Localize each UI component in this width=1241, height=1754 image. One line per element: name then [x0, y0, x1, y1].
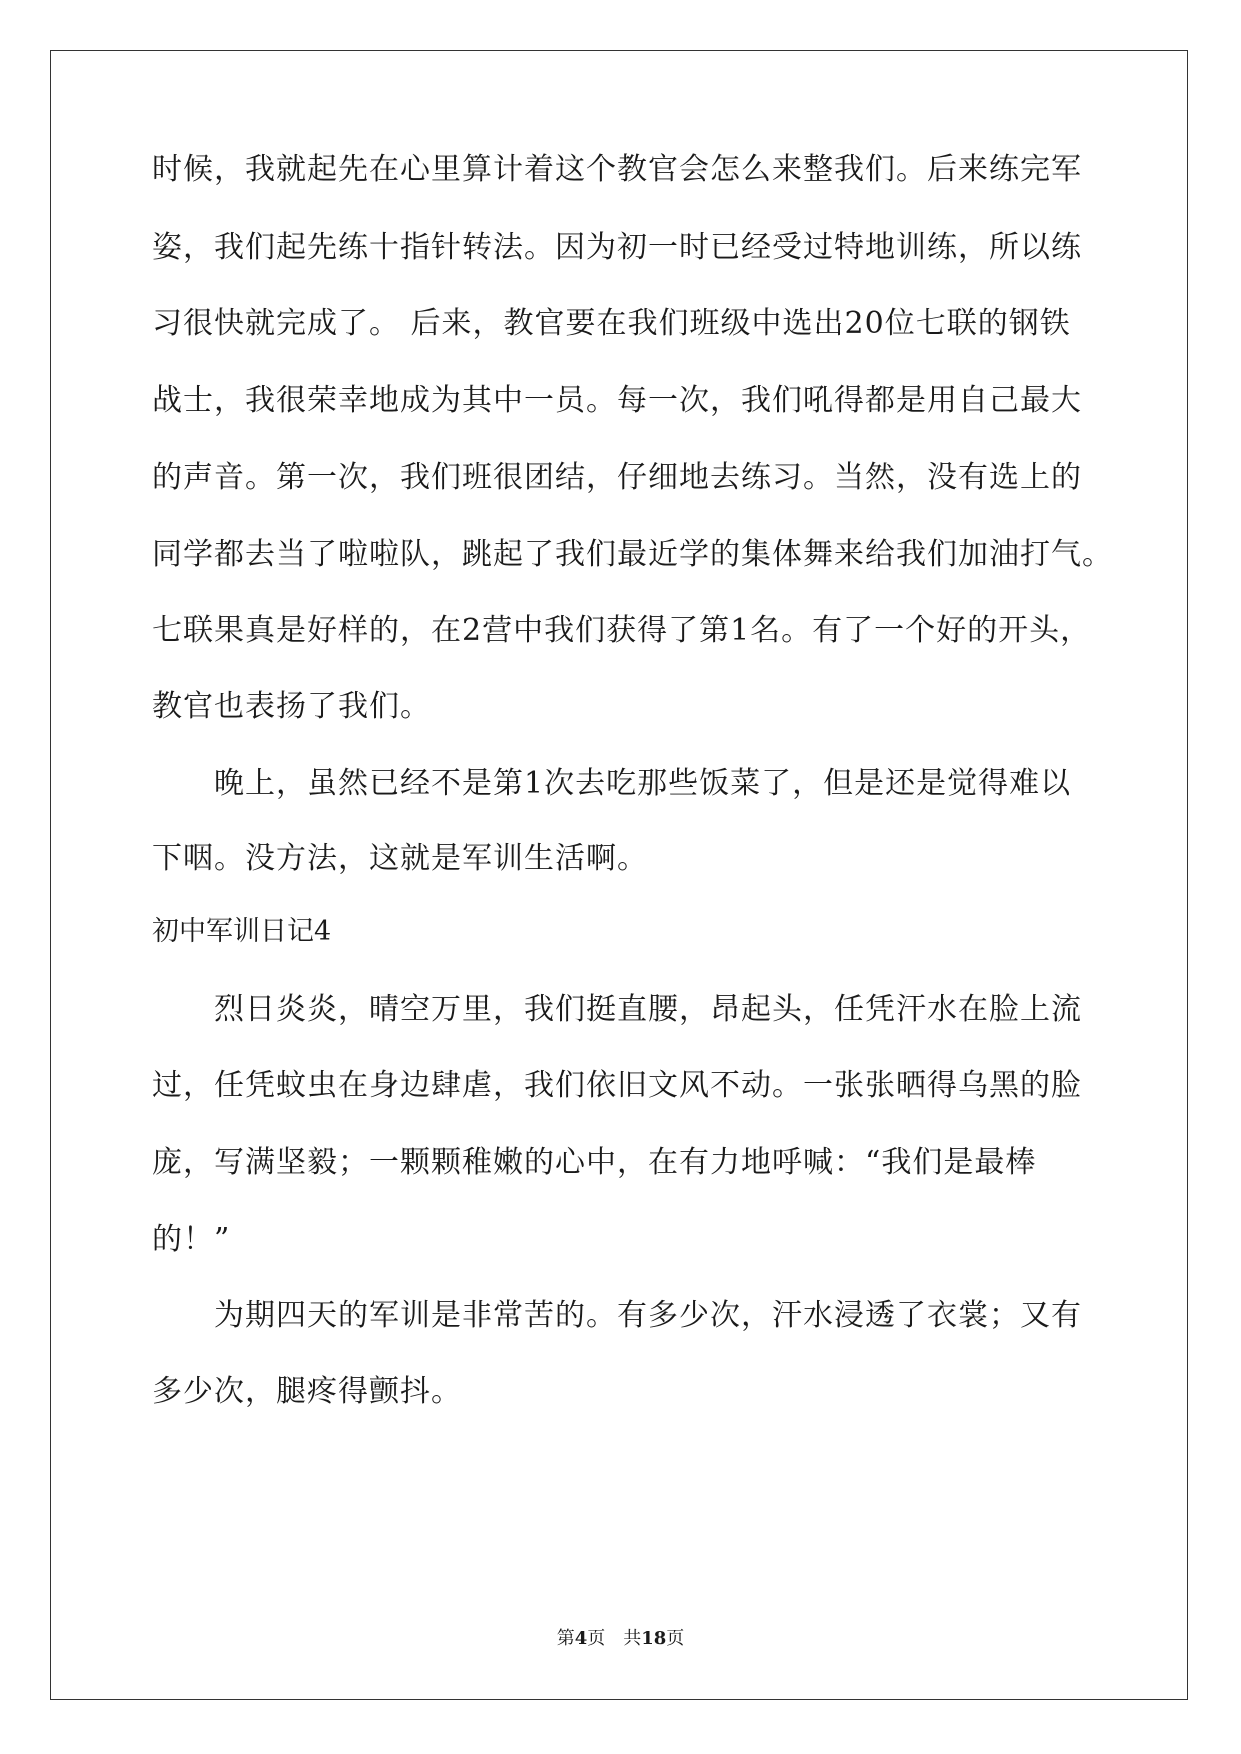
body-line-15: 的！”: [152, 1222, 231, 1257]
body-line-4: 战士，我很荣幸地成为其中一员。每一次，我们吼得都是用自己最大: [152, 383, 1082, 418]
footer-page-number: 4: [574, 1628, 588, 1649]
body-line-12: 烈日炎炎，晴空万里，我们挺直腰，昂起头，任凭汗水在脸上流: [214, 992, 1082, 1027]
body-line-14: 庞，写满坚毅；一颗颗稚嫩的心中，在有力地呼喊：“我们是最棒: [152, 1145, 1037, 1180]
body-line-13: 过，任凭蚊虫在身边肆虐，我们依旧文风不动。一张张晒得乌黑的脸: [152, 1068, 1082, 1103]
body-line-2: 姿，我们起先练十指针转法。因为初一时已经受过特地训练，所以练: [152, 230, 1082, 265]
body-line-1: 时候，我就起先在心里算计着这个教官会怎么来整我们。后来练完军: [152, 152, 1082, 187]
body-line-3: 习很快就完成了。 后来，教官要在我们班级中选出20位七联的钢铁: [152, 306, 1071, 341]
footer-prefix: 第: [556, 1628, 575, 1649]
body-line-16: 为期四天的军训是非常苦的。有多少次，汗水浸透了衣裳；又有: [214, 1298, 1082, 1333]
body-line-6: 同学都去当了啦啦队，跳起了我们最近学的集体舞来给我们加油打气。: [152, 537, 1113, 572]
body-line-10: 下咽。没方法，这就是军训生活啊。: [152, 841, 648, 876]
section-heading: 初中军训日记4: [152, 916, 332, 947]
body-line-5: 的声音。第一次，我们班很团结，仔细地去练习。当然，没有选上的: [152, 460, 1082, 495]
page-footer: [0, 1627, 1241, 1651]
body-line-8: 教官也表扬了我们。: [152, 689, 431, 724]
body-line-17: 多少次，腿疼得颤抖。: [152, 1374, 462, 1409]
body-line-7: 七联果真是好样的，在2营中我们获得了第1名。有了一个好的开头，: [152, 613, 1092, 648]
footer-middle: 页 共: [587, 1628, 642, 1649]
footer-suffix: 页: [666, 1628, 685, 1649]
footer-total-pages: 18: [641, 1628, 667, 1649]
body-line-9: 晚上，虽然已经不是第1次去吃那些饭菜了，但是还是觉得难以: [214, 766, 1072, 801]
